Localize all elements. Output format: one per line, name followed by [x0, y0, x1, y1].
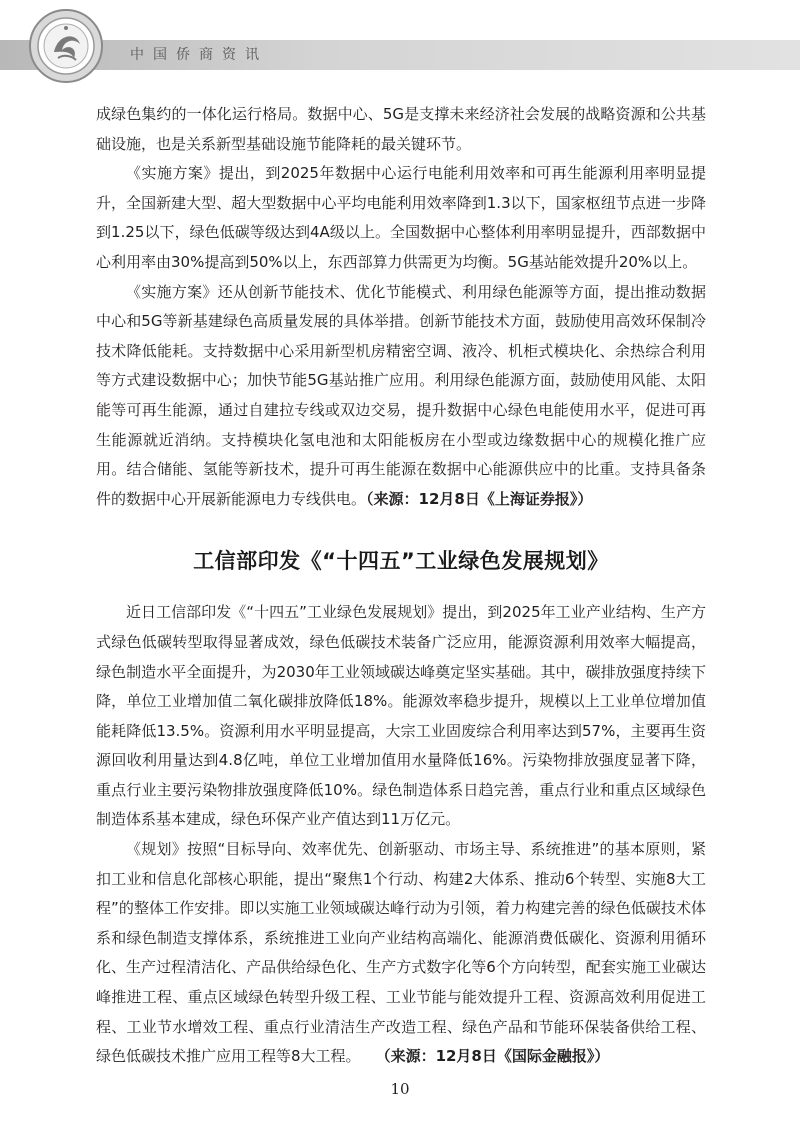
logo-emblem	[28, 8, 104, 84]
page-number: 10	[390, 1080, 410, 1098]
source-citation: （来源：12月8日《国际金融报》）	[383, 1047, 610, 1066]
header-bar	[0, 40, 800, 70]
page-content	[96, 100, 706, 1072]
paragraph: 近日工信部印发《“十四五”工业绿色发展规划》提出，到2025年工业产业结构、生产方式绿色低碳转型取得显著成效，绿色低碳技术装备广泛应用，能源资源利用效率大幅提高，绿色制造水平全面提升，为2030年工业领域碳达峰奠定坚实基础。其中，碳排放强度持续下降，单位工业增加值二氧化碳排放降低18%。能源效率稳步提升，规模以上工业单位增加值能耗降低13.5%。资源利用水平明显提高，大宗工业固废综合利用率达到57%，主要再生资源回收利用量达到4.8亿吨，单位工业增加值用水量降低16%。污染物排放强度显著下降，重点行业主要污染物排放强度降低10%。绿色制造体系日趋完善，重点行业和重点区域绿色制造体系基本建成，绿色环保产业产值达到11万亿元。	[96, 603, 706, 829]
section-title: 工信部印发《“十四五”工业绿色发展规划》	[193, 549, 609, 574]
paragraph-text: 《实施方案》还从创新节能技术、优化节能模式、利用绿色能源等方面，提出推动数据中心和5G等新基建绿色高质量发展的具体举措。创新节能技术方面，鼓励使用高效环保制冷技术降低能耗。支持数据中心采用新型机房精密空调、液冷、机柜式模块化、余热综合利用等方式建设数据中心；加快节能5G基站推广应用。利用绿色能源方面，鼓励使用风能、太阳能等可再生能源，通过自建拉专线或双边交易，提升数据中心绿色电能使用水平，促进可再生能源就近消纳。支持模块化氢电池和太阳能板房在小型或边缘数据中心的规模化推广应用。结合储能、氢能等新技术，提升可再生能源在数据中心能源供应中的比重。支持具备条件的数据中心开展新能源电力专线供电。	[96, 282, 706, 508]
paragraph-with-source	[96, 835, 706, 1072]
paragraph-with-source	[96, 278, 706, 515]
paragraph: 成绿色集约的一体化运行格局。数据中心、5G是支撑未来经济社会发展的战略资源和公共基础设施，也是关系新型基础设施节能降耗的最关键环节。	[96, 105, 706, 153]
paragraph-text: 《规划》按照“目标导向、效率优先、创新驱动、市场主导、系统推进”的基本原则，紧扣工业和信息化部核心职能，提出“聚焦1个行动、构建2大体系、推动6个转型、实施8大工程”的整体工作安排。即以实施工业领域碳达峰行动为引领，着力构建完善的绿色低碳技术体系和绿色制造支撑体系，系统推进工业向产业结构高端化、能源消费低碳化、资源利用循环化、生产过程清洁化、产品供给绿色化、生产方式数字化等6个方向转型，配套实施工业碳达峰推进工程、重点区域绿色转型升级工程、工业节能与能效提升工程、资源高效利用促进工程、工业节水增效工程、重点行业清洁生产改造工程、绿色产品和节能环保装备供给工程、绿色低碳技术推广应用工程等8大工程。	[96, 840, 706, 1066]
source-citation: （来源：12月8日《上海证券报》）	[366, 489, 593, 508]
header-title: 中国侨商资讯	[130, 47, 268, 63]
paragraph: 《实施方案》提出，到2025年数据中心运行电能利用效率和可再生能源利用率明显提升，全国新建大型、超大型数据中心平均电能利用效率降到1.3以下，国家枢纽节点进一步降到1.25以下，绿色低碳等级达到4A级以上。全国数据中心整体利用率明显提升，西部数据中心利用率由30%提高到50%以上，东西部算力供需更为均衡。5G基站能效提升20%以上。	[96, 164, 706, 271]
